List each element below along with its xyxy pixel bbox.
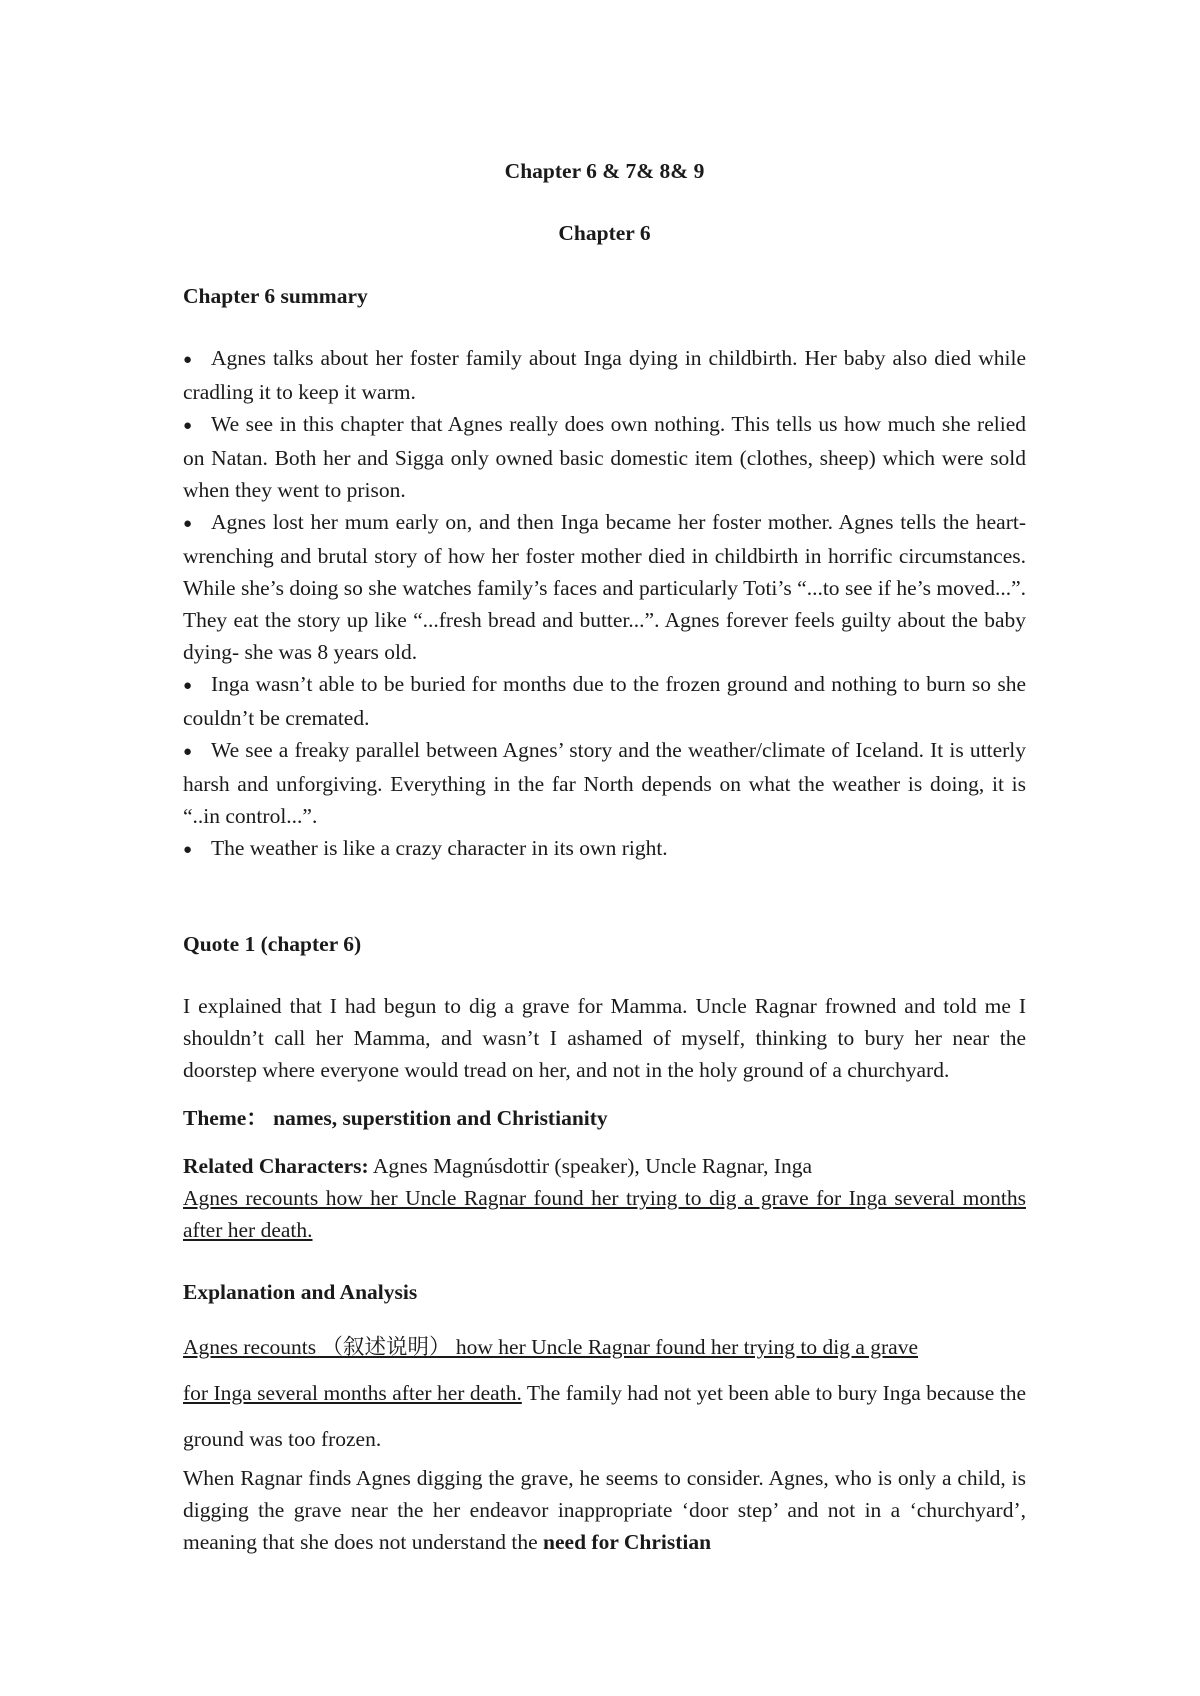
quote-text: I explained that I had begun to dig a grave for Mamma. Uncle Ragnar frowned and told me I shouldn’t call her Mamma, and wasn’t I ashamed of myself, thinking to bury her near the doorstep where everyone would tread on her, and not in the holy ground of a churchyard. <box>183 994 1026 1082</box>
document-page <box>183 155 1026 1558</box>
chapter-title: Chapter 6 <box>558 221 651 245</box>
list-item: ● The weather is like a crazy character in its own right. <box>183 832 1026 866</box>
bullet-icon: ● <box>183 842 193 858</box>
explanation-heading: Explanation and Analysis <box>183 1280 418 1304</box>
summary-heading: Chapter 6 summary <box>183 284 368 308</box>
bullet-icon: ● <box>183 516 193 532</box>
bullet-icon: ● <box>183 678 193 694</box>
bullet-icon: ● <box>183 744 193 760</box>
related-value: Agnes Magnúsdottir (speaker), Uncle Ragnar, Inga <box>368 1154 813 1178</box>
explanation-underlined-line-1: Agnes recounts （叙述说明） how her Uncle Ragnar found her trying to dig a grave <box>183 1335 919 1359</box>
document-title: Chapter 6 & 7& 8& 9 <box>504 159 705 183</box>
quote-context: Agnes recounts how her Uncle Ragnar found her trying to dig a grave for Inga several months after her death. <box>183 1186 1026 1242</box>
explanation-underlined-line-2: for Inga several months after her death. <box>183 1381 522 1405</box>
list-item: ● We see a freaky parallel between Agnes’ story and the weather/climate of Iceland. It is utterly harsh and unforgiving. Everything in the far North depends on what the weather is doing, it is “..in control...”. <box>183 738 1026 828</box>
list-item: ● Agnes lost her mum early on, and then Inga became her foster mother. Agnes tells the heart-wrenching and brutal story of how her foster mother died in childbirth in horrific circumstances. While she’s doing so she watches family’s faces and particularly Toti’s “...to see if he’s moved...”. They eat the story up like “...fresh bread and butter...”. Agnes forever feels guilty about the baby dying- she was 8 years old. <box>183 510 1026 664</box>
list-item: ● Agnes talks about her foster family about Inga dying in childbirth. Her baby also died while cradling it to keep it warm. <box>183 346 1026 404</box>
list-item: ● Inga wasn’t able to be buried for months due to the frozen ground and nothing to burn so she couldn’t be cremated. <box>183 672 1026 730</box>
theme-line: Theme： names, superstition and Christianity <box>183 1106 608 1130</box>
explanation-rest: The family had not yet been able to bury Inga because the ground was too frozen. <box>183 1381 1026 1451</box>
summary-list <box>183 342 1026 866</box>
explanation-paragraph-1 <box>183 1324 1026 1462</box>
quote-heading: Quote 1 (chapter 6) <box>183 932 362 956</box>
bullet-icon: ● <box>183 352 193 368</box>
list-item: ● We see in this chapter that Agnes really does own nothing. This tells us how much she relied on Natan. Both her and Sigga only owned basic domestic item (clothes, sheep) which were sold when they went to prison. <box>183 412 1026 502</box>
related-characters <box>183 1150 1026 1182</box>
related-label: Related Characters: <box>183 1154 369 1178</box>
bullet-icon: ● <box>183 418 193 434</box>
explanation-bold: need for Christian <box>543 1530 712 1554</box>
explanation-paragraph-2: When Ragnar finds Agnes digging the grave, he seems to consider. Agnes, who is only a child, is digging the grave near the her endeavor inappropriate ‘door step’ and not in a ‘churchyard’, meaning that she does not understand the need for Christian <box>183 1466 1026 1554</box>
